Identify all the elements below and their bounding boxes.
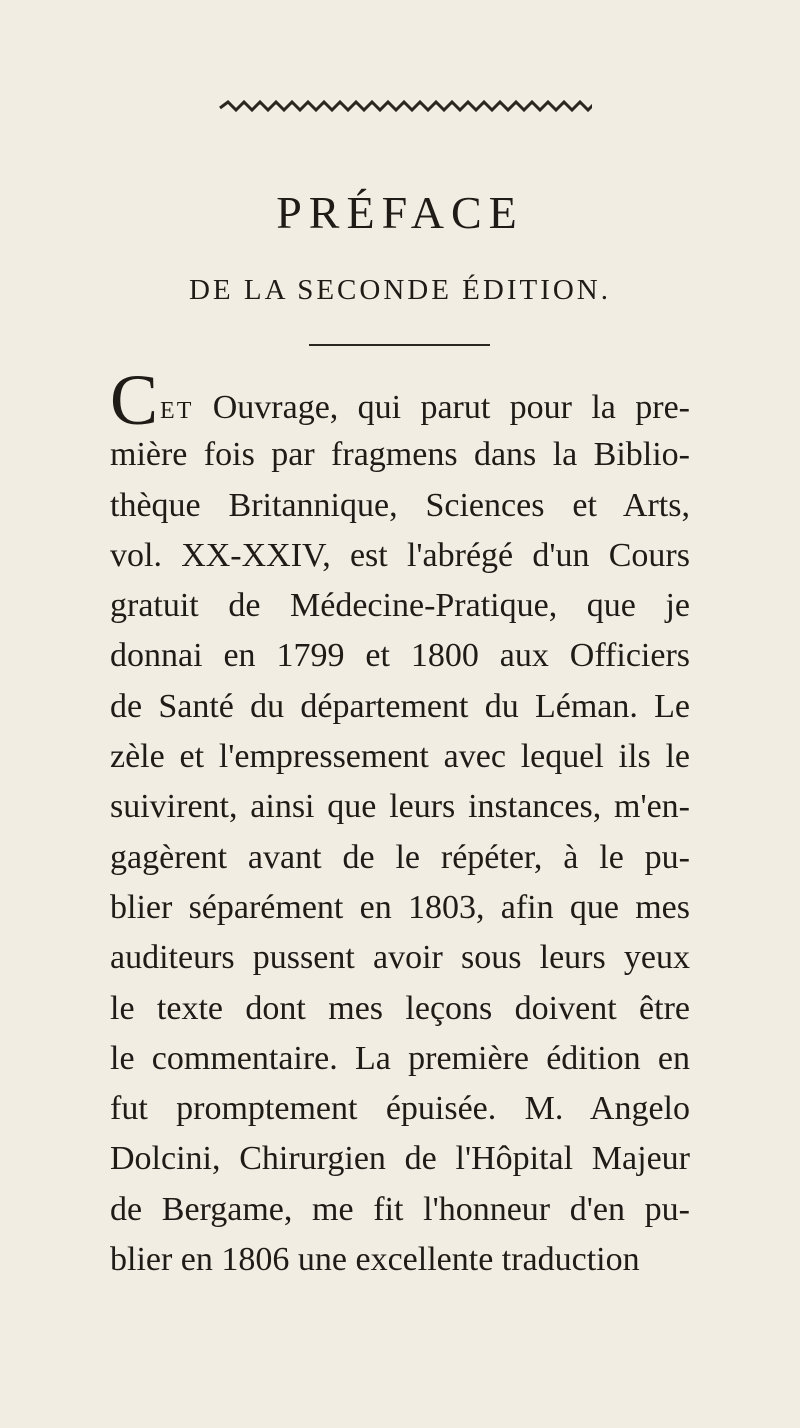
text-line: le commentaire. La première édition en xyxy=(110,1039,690,1077)
drop-cap: C xyxy=(110,360,159,440)
text-line: donnai en 1799 et 1800 aux Officiers xyxy=(110,637,690,675)
text-line: suivirent, ainsi que leurs instances, m'en- xyxy=(110,788,690,826)
text-line: Dolcini, Chirurgien de l'Hôpital Majeur xyxy=(110,1140,690,1178)
text-line: blier séparément en 1803, afin que mes xyxy=(110,888,690,926)
text-line: auditeurs pussent avoir sous leurs yeux xyxy=(110,939,690,977)
text-line: CET Ouvrage, qui parut pour la pre- xyxy=(110,360,690,440)
page-subtitle: DE LA SECONDE ÉDITION. xyxy=(188,274,611,306)
page-title: PRÉFACE xyxy=(276,187,524,238)
text-line: zèle et l'empressement avec lequel ils le xyxy=(110,738,690,776)
small-caps-word: ET xyxy=(160,398,194,424)
text-line: fut promptement épuisée. M. Angelo xyxy=(110,1090,690,1128)
text-line: le texte dont mes leçons doivent être xyxy=(110,989,690,1027)
preface-text xyxy=(110,360,690,1285)
text-line: de Bergame, me fit l'honneur d'en pu- xyxy=(110,1190,690,1228)
text-line: thèque Britannique, Sciences et Arts, xyxy=(110,486,690,524)
text-line: gratuit de Médecine-Pratique, que je xyxy=(110,587,690,625)
divider xyxy=(309,344,490,346)
text-line: vol. XX-XXIV, est l'abrégé d'un Cours xyxy=(110,536,690,574)
text-line: blier en 1806 une excellente traduction xyxy=(110,1241,640,1279)
text-line: gagèrent avant de le répéter, à le pu- xyxy=(110,838,690,876)
ornamental-border xyxy=(218,96,592,118)
text-line: de Santé du département du Léman. Le xyxy=(110,687,690,725)
text-line: mière fois par fragmens dans la Biblio- xyxy=(110,436,690,474)
